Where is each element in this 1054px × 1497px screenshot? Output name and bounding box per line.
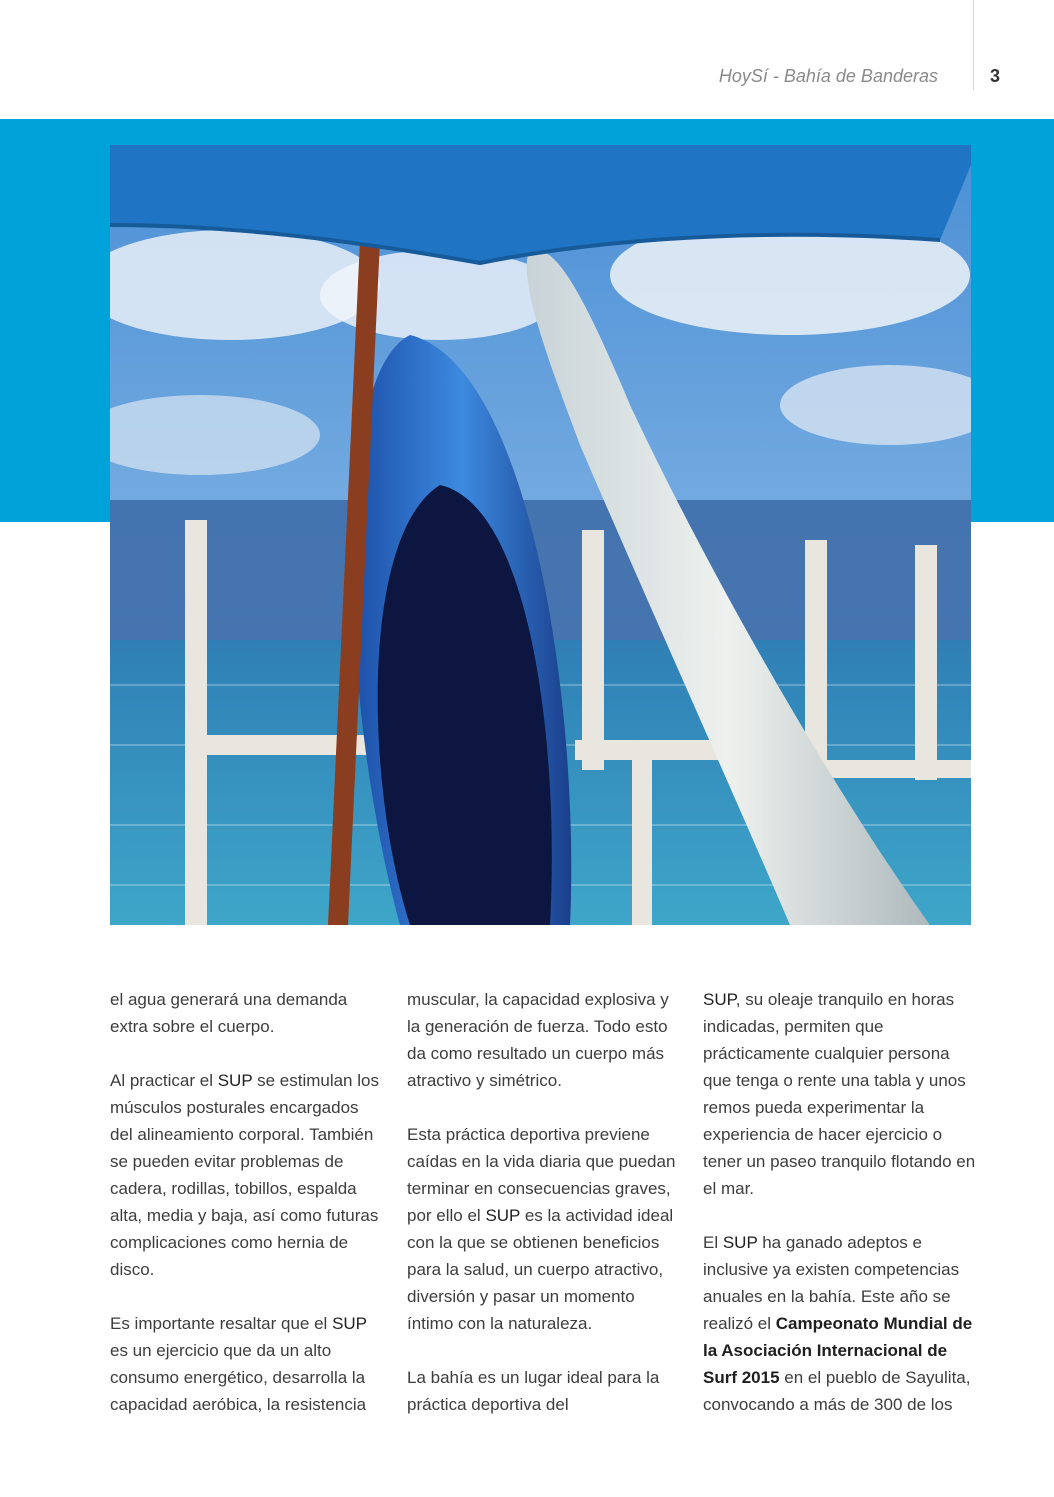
paragraph xyxy=(110,1067,384,1283)
paragraph-text: es un ejercicio que da un alto consumo energético, desarrolla la capacidad aeróbica, la resistencia xyxy=(110,1341,367,1414)
paragraph xyxy=(110,1310,384,1418)
sup-term: SUP xyxy=(722,1233,758,1252)
sup-term: SUP xyxy=(332,1314,367,1333)
paragraph-text: es la actividad ideal con la que se obtienen beneficios para la salud, un cuerpo atractivo, diversión y pasar un momento íntimo con la naturaleza. xyxy=(407,1206,674,1333)
feature-photo xyxy=(110,145,971,925)
paragraph xyxy=(407,1364,681,1418)
paragraph xyxy=(703,1229,977,1418)
sup-term: SUP xyxy=(703,990,736,1009)
paragraph xyxy=(407,986,681,1094)
paragraph-text: se estimulan los músculos posturales encargados del alineamiento corporal. También se pueden evitar problemas de cadera, rodillas, tobillos, espalda alta, media y baja, así como futuras complicaciones como hernia de disco. xyxy=(110,1071,379,1279)
paragraph-text: en el pueblo de Sayulita, convocando a más de 300 de los xyxy=(703,1368,971,1414)
text-column-1 xyxy=(110,986,384,1445)
paragraph xyxy=(110,986,384,1040)
paragraph xyxy=(703,986,977,1202)
paragraph-text: La bahía es un lugar ideal para la práctica deportiva del xyxy=(407,1368,660,1414)
header-divider xyxy=(973,0,974,90)
paragraph-text: , su oleaje tranquilo en horas indicadas, permiten que prácticamente cualquier persona que tenga o rente una tabla y unos remos pueda experimentar la experiencia de hacer ejercicio o tener un paseo tranquilo flotando en el mar. xyxy=(703,990,976,1198)
paragraph-text: Esta práctica deportiva previene caídas en la vida diaria que puedan terminar en consecuencias graves, por ello el xyxy=(407,1125,676,1225)
event-name: Campeonato Mundial de la Asociación Internacional de Surf 2015 xyxy=(703,1314,973,1387)
paragraph-text: Al practicar el xyxy=(110,1071,218,1090)
paragraph-text: muscular, la capacidad explosiva y la generación de fuerza. Todo esto da como resultado un cuerpo más atractivo y simétrico. xyxy=(407,990,669,1090)
sup-term: SUP xyxy=(485,1206,521,1225)
paragraph-text: ha ganado adeptos e inclusive ya existen competencias anuales en la bahía. Este año se realizó el xyxy=(703,1233,960,1333)
text-column-3 xyxy=(703,986,977,1445)
running-header-title: HoySí - Bahía de Banderas xyxy=(718,66,938,86)
paragraph-text: El xyxy=(703,1233,723,1252)
sup-term: SUP xyxy=(217,1071,253,1090)
paragraph-text: Es importante resaltar que el xyxy=(110,1314,333,1333)
text-column-2 xyxy=(407,986,681,1445)
article-body xyxy=(110,986,976,1466)
paragraph-text: el agua generará una demanda extra sobre el cuerpo. xyxy=(110,990,348,1036)
page-number: 3 xyxy=(990,66,1001,86)
paragraph xyxy=(407,1121,681,1337)
